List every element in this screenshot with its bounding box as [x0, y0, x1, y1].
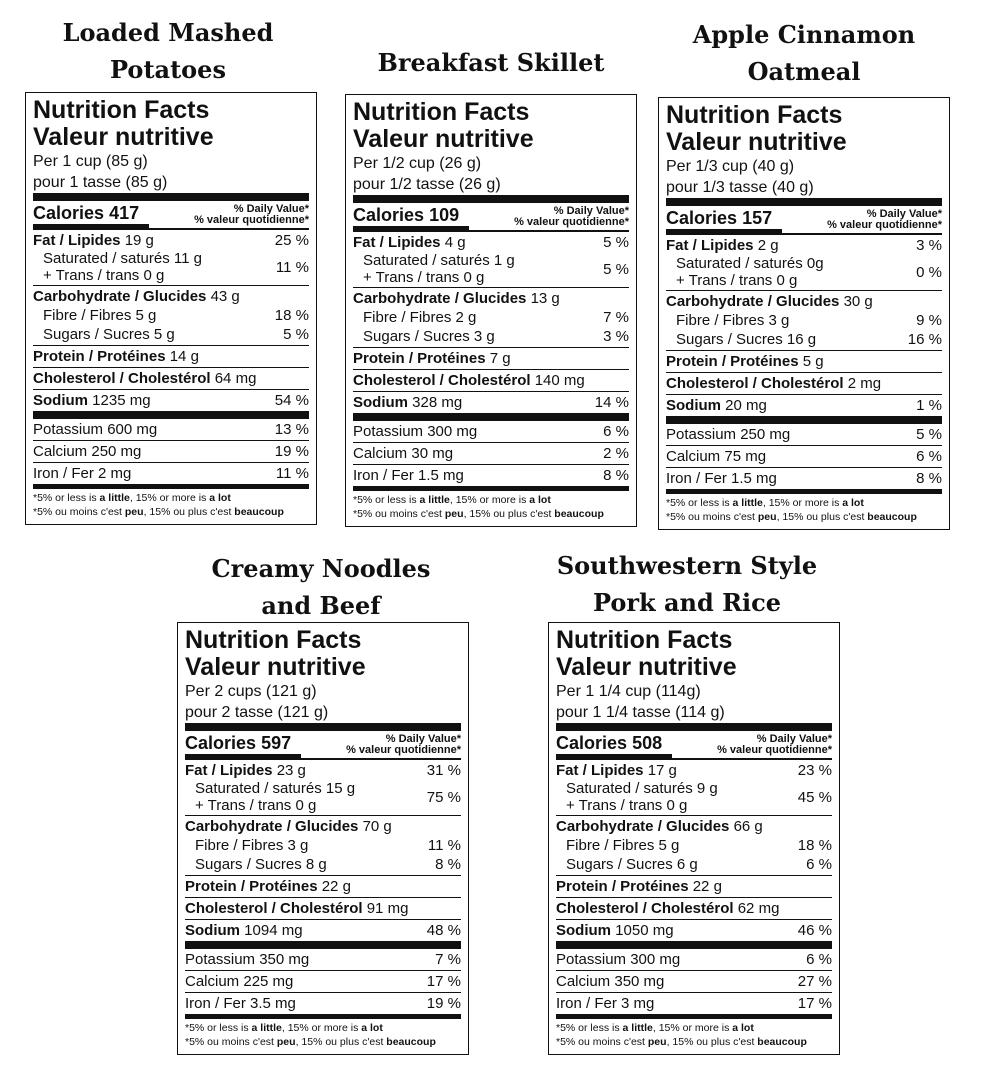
calories-row [666, 206, 942, 233]
calcium-row: Calcium 75 mg 6 % [666, 448, 942, 465]
nutrition-facts-label [548, 622, 840, 1055]
fat-group [185, 760, 461, 815]
potassium-row: Potassium 300 mg 6 % [353, 423, 629, 440]
footnote-en: *5% or less is a little, 15% or more is a lot [185, 1022, 383, 1034]
footnote [353, 491, 629, 521]
potassium-row: Potassium 300 mg 6 % [556, 951, 832, 968]
daily-value-header: % Daily Value* % valeur quotidienne* [717, 733, 832, 756]
footnote [666, 494, 942, 524]
saturated-trans-row: Saturated / saturés 0g + Trans / trans 0 g 0 % [676, 255, 942, 289]
product-title [537, 547, 837, 621]
calcium-row: Calcium 250 mg 19 % [33, 443, 309, 460]
heading-fr: Valeur nutritive [33, 123, 214, 151]
footnote-fr: *5% ou moins c'est peu, 15% ou plus c'est beaucoup [33, 506, 284, 518]
carbohydrate-group [353, 288, 629, 347]
fat-group [353, 232, 629, 287]
product-title-line: and Beef [261, 591, 381, 620]
carbohydrate-row: Carbohydrate / Glucides 13 g [353, 290, 560, 307]
fat-group [666, 235, 942, 290]
product-title [171, 550, 471, 624]
calories: Calories 597 [185, 732, 301, 758]
calories-row [33, 201, 309, 228]
calories: Calories 417 [33, 202, 149, 228]
fat-row: Fat / Lipides 4 g 5 % [353, 234, 629, 251]
heading-fr: Valeur nutritive [556, 653, 737, 681]
serving-size-en: Per 1 cup (85 g) [33, 153, 148, 170]
protein-row: Protein / Protéines 22 g [185, 878, 351, 895]
calories: Calories 109 [353, 204, 469, 230]
calcium-row: Calcium 225 mg 17 % [185, 973, 461, 990]
protein-row: Protein / Protéines 14 g [33, 348, 199, 365]
daily-value-header: % Daily Value* % valeur quotidienne* [346, 733, 461, 756]
saturated-trans-row: Saturated / saturés 1 g + Trans / trans 0 g 5 % [363, 252, 629, 286]
protein-row: Protein / Protéines 5 g [666, 353, 824, 370]
serving-size-fr: pour 1/3 tasse (40 g) [666, 179, 814, 196]
nutrition-facts-label [345, 94, 637, 527]
fat-row: Fat / Lipides 2 g 3 % [666, 237, 942, 254]
fat-row: Fat / Lipides 19 g 25 % [33, 232, 309, 249]
carbohydrate-row: Carbohydrate / Glucides 66 g [556, 818, 763, 835]
carbohydrate-group [666, 291, 942, 350]
sugars-row: Sugars / Sucres 6 g 6 % [566, 856, 832, 873]
sodium-row: Sodium 1094 mg 48 % [185, 922, 461, 939]
daily-value-header: % Daily Value* % valeur quotidienne* [514, 205, 629, 228]
fibre-row: Fibre / Fibres 3 g 11 % [195, 837, 461, 854]
heading-fr: Valeur nutritive [353, 125, 534, 153]
footnote-fr: *5% ou moins c'est peu, 15% ou plus c'est beaucoup [185, 1036, 436, 1048]
footnote-en: *5% or less is a little, 15% or more is a lot [33, 492, 231, 504]
sodium-row: Sodium 20 mg 1 % [666, 397, 942, 414]
heading-en: Nutrition Facts [185, 626, 362, 654]
heading-en: Nutrition Facts [666, 101, 843, 129]
iron-row: Iron / Fer 1.5 mg 8 % [353, 467, 629, 484]
fibre-row: Fibre / Fibres 3 g 9 % [676, 312, 942, 329]
carbohydrate-group [556, 816, 832, 875]
product-title-line: Pork and Rice [592, 588, 782, 617]
iron-row: Iron / Fer 1.5 mg 8 % [666, 470, 942, 487]
cholesterol-row: Cholesterol / Cholestérol 140 mg [353, 372, 585, 389]
cholesterol-row: Cholesterol / Cholestérol 2 mg [666, 375, 882, 392]
product-title-line: Loaded Mashed [62, 18, 274, 47]
serving-size-en: Per 2 cups (121 g) [185, 683, 317, 700]
product-title-line: Apple Cinnamon [692, 20, 916, 49]
product-title-line: Southwestern Style [556, 551, 818, 580]
saturated-trans-row: Saturated / saturés 9 g + Trans / trans 0 g 45 % [566, 780, 832, 814]
potassium-row: Potassium 600 mg 13 % [33, 421, 309, 438]
saturated-trans-row: Saturated / saturés 15 g + Trans / trans 0 g 75 % [195, 780, 461, 814]
iron-row: Iron / Fer 3 mg 17 % [556, 995, 832, 1012]
carbohydrate-group [33, 286, 309, 345]
heading-fr: Valeur nutritive [666, 128, 847, 156]
iron-row: Iron / Fer 3.5 mg 19 % [185, 995, 461, 1012]
calories-row [556, 731, 832, 758]
calories-row [185, 731, 461, 758]
nutrition-facts-label [177, 622, 469, 1055]
protein-row: Protein / Protéines 7 g [353, 350, 511, 367]
fat-group [556, 760, 832, 815]
sodium-row: Sodium 1235 mg 54 % [33, 392, 309, 409]
carbohydrate-group [185, 816, 461, 875]
cholesterol-row: Cholesterol / Cholestérol 62 mg [556, 900, 780, 917]
iron-row: Iron / Fer 2 mg 11 % [33, 465, 309, 482]
heading-en: Nutrition Facts [556, 626, 733, 654]
cholesterol-row: Cholesterol / Cholestérol 91 mg [185, 900, 409, 917]
product-title [341, 44, 641, 81]
potassium-row: Potassium 350 mg 7 % [185, 951, 461, 968]
serving-size-fr: pour 1 tasse (85 g) [33, 174, 168, 191]
product-title [18, 14, 318, 88]
potassium-row: Potassium 250 mg 5 % [666, 426, 942, 443]
sodium-row: Sodium 328 mg 14 % [353, 394, 629, 411]
fat-row: Fat / Lipides 17 g 23 % [556, 762, 832, 779]
nutrition-facts-label [25, 92, 317, 525]
calories: Calories 508 [556, 732, 672, 758]
product-title-line: Creamy Noodles [211, 554, 431, 583]
product-title-line: Breakfast Skillet [377, 48, 605, 77]
carbohydrate-row: Carbohydrate / Glucides 70 g [185, 818, 392, 835]
footnote [185, 1019, 461, 1049]
sugars-row: Sugars / Sucres 8 g 8 % [195, 856, 461, 873]
fibre-row: Fibre / Fibres 2 g 7 % [363, 309, 629, 326]
footnote-fr: *5% ou moins c'est peu, 15% ou plus c'est beaucoup [353, 508, 604, 520]
footnote-fr: *5% ou moins c'est peu, 15% ou plus c'est beaucoup [666, 511, 917, 523]
serving-size-en: Per 1/2 cup (26 g) [353, 155, 482, 172]
calories: Calories 157 [666, 207, 782, 233]
fibre-row: Fibre / Fibres 5 g 18 % [43, 307, 309, 324]
footnote-en: *5% or less is a little, 15% or more is a lot [353, 494, 551, 506]
serving-size-fr: pour 1/2 tasse (26 g) [353, 176, 501, 193]
heading-en: Nutrition Facts [353, 98, 530, 126]
footnote-en: *5% or less is a little, 15% or more is a lot [666, 497, 864, 509]
fibre-row: Fibre / Fibres 5 g 18 % [566, 837, 832, 854]
footnote-fr: *5% ou moins c'est peu, 15% ou plus c'est beaucoup [556, 1036, 807, 1048]
fat-group [33, 230, 309, 285]
protein-row: Protein / Protéines 22 g [556, 878, 722, 895]
product-title [654, 16, 954, 90]
product-title-line: Potatoes [110, 55, 226, 84]
footnote-en: *5% or less is a little, 15% or more is a lot [556, 1022, 754, 1034]
daily-value-header: % Daily Value* % valeur quotidienne* [194, 203, 309, 226]
sugars-row: Sugars / Sucres 5 g 5 % [43, 326, 309, 343]
sugars-row: Sugars / Sucres 16 g 16 % [676, 331, 942, 348]
daily-value-header: % Daily Value* % valeur quotidienne* [827, 208, 942, 231]
heading-fr: Valeur nutritive [185, 653, 366, 681]
sodium-row: Sodium 1050 mg 46 % [556, 922, 832, 939]
calcium-row: Calcium 350 mg 27 % [556, 973, 832, 990]
nutrition-facts-label [658, 97, 950, 530]
footnote [556, 1019, 832, 1049]
carbohydrate-row: Carbohydrate / Glucides 30 g [666, 293, 873, 310]
cholesterol-row: Cholesterol / Cholestérol 64 mg [33, 370, 257, 387]
serving-size-fr: pour 1 1/4 tasse (114 g) [556, 704, 725, 721]
footnote [33, 489, 309, 519]
product-title-line: Oatmeal [747, 57, 861, 86]
serving-size-en: Per 1/3 cup (40 g) [666, 158, 795, 175]
carbohydrate-row: Carbohydrate / Glucides 43 g [33, 288, 240, 305]
heading-en: Nutrition Facts [33, 96, 210, 124]
calcium-row: Calcium 30 mg 2 % [353, 445, 629, 462]
serving-size-en: Per 1 1/4 cup (114g) [556, 683, 701, 700]
fat-row: Fat / Lipides 23 g 31 % [185, 762, 461, 779]
saturated-trans-row: Saturated / saturés 11 g + Trans / trans 0 g 11 % [43, 250, 309, 284]
calories-row [353, 203, 629, 230]
serving-size-fr: pour 2 tasse (121 g) [185, 704, 329, 721]
sugars-row: Sugars / Sucres 3 g 3 % [363, 328, 629, 345]
